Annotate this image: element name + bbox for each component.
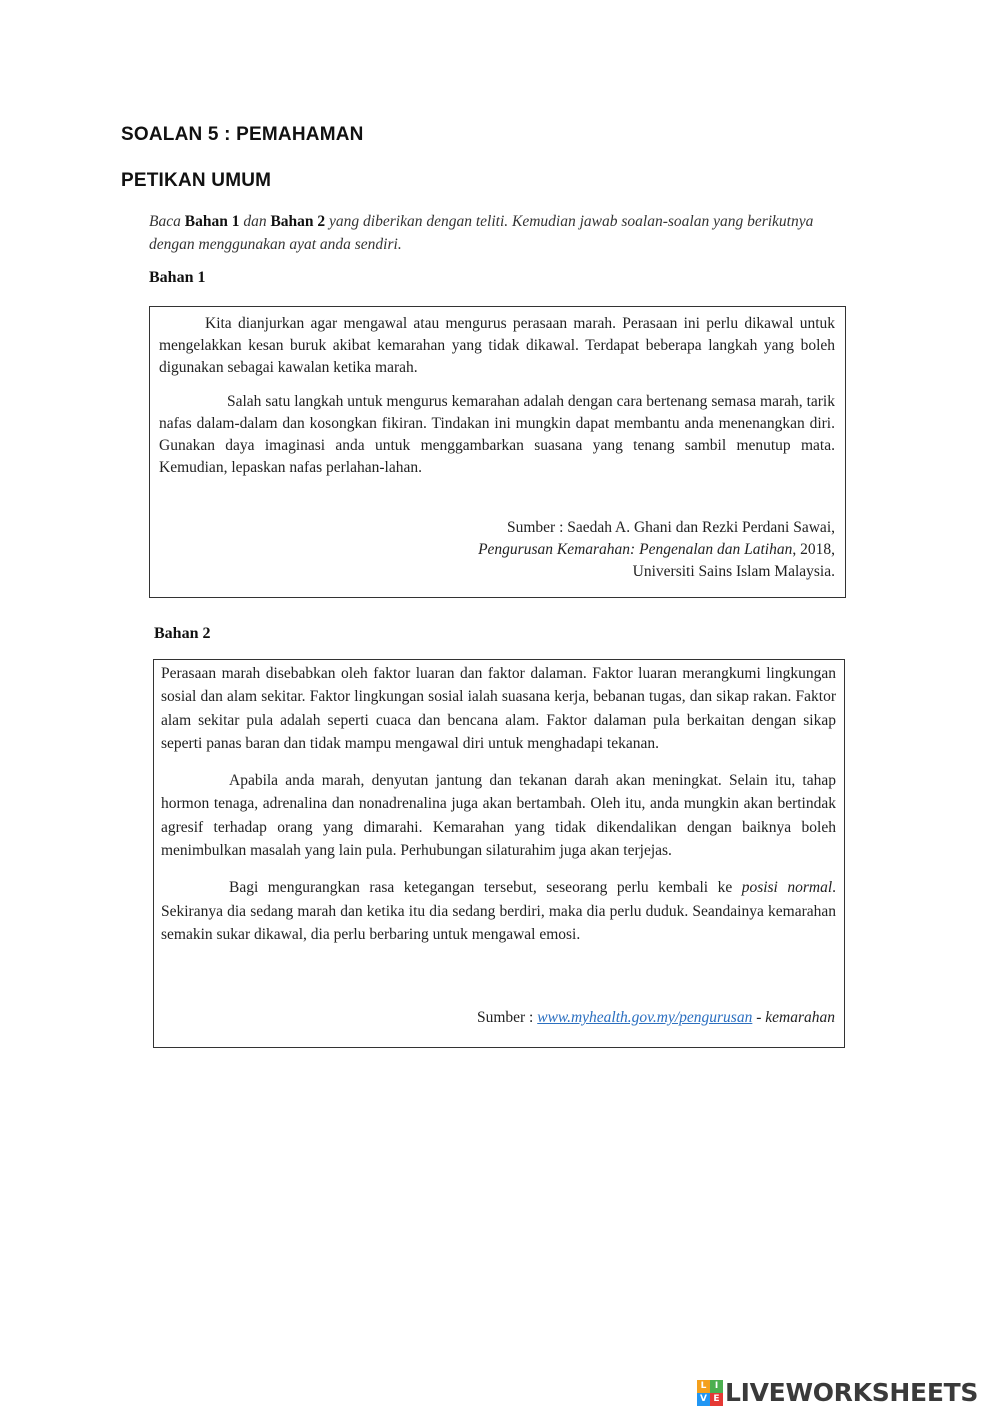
bahan2-paragraph-1: Perasaan marah disebabkan oleh faktor luaran dan faktor dalaman. Faktor luaran merangkumi lingkungan sosial dan alam sekitar. Faktor lingkungan sosial ialah suasana kerja, bebanan tugas, dan sikap rakan. Faktor alam sekitar pula adalah seperti cuaca dan bencana alam. Faktor dalaman pula berkaitan dengan sikap seperti panas baran dan tidak mampu mengawal diri untuk menghadapi tekanan. (161, 665, 836, 752)
instruction-bahan1: Bahan 1 (184, 213, 240, 230)
bahan1-source-line2 (478, 539, 835, 561)
bahan1-source-line1: Sumber : Saedah A. Ghani dan Rezki Perdani Sawai, (506, 519, 835, 536)
bahan2-p3-italic: posisi normal (741, 879, 833, 897)
bahan1-source-line3: Universiti Sains Islam Malaysia. (632, 563, 835, 580)
bahan1-source (478, 517, 835, 583)
logo-letter-l: L (697, 1380, 710, 1393)
bahan2-source (477, 1009, 835, 1027)
instruction-part1: Baca (149, 213, 185, 230)
instruction-part2: dan (239, 213, 271, 230)
bahan2-p3-start: Bagi mengurangkan rasa ketegangan tersebut, seseorang perlu kembali ke (229, 879, 742, 897)
bahan2-source-link[interactable]: www.myhealth.gov.my/pengurusan (537, 1009, 753, 1026)
logo-letter-v: V (697, 1393, 710, 1406)
bahan2-source-prefix: Sumber : (476, 1009, 538, 1026)
instruction-bahan2: Bahan 2 (270, 213, 326, 230)
bahan2-p3-end: . Sekiranya dia sedang marah dan ketika itu dia sedang berdiri, maka dia perlu duduk. Seandainya kemarahan semakin sukar dikawal, dia perlu berbaring untuk mengawal emosi. (161, 879, 836, 943)
bahan1-label: Bahan 1 (149, 269, 206, 286)
bahan2-label: Bahan 2 (154, 625, 211, 642)
bahan1-paragraph-2: Salah satu langkah untuk mengurus kemarahan adalah dengan cara bertenang semasa marah, tarik nafas dalam-dalam dan kosongkan fikiran. Tindakan ini mungkin dapat membantu anda menenangkan diri. Gunakan daya imaginasi anda untuk menggambarkan suasana yang tenang sambil menutup mata. Kemudian, lepaskan nafas perlahan-lahan. (159, 393, 835, 476)
bahan2-box (153, 659, 845, 1048)
bahan1-source-year: , 2018, (792, 541, 835, 558)
section-heading: SOALAN 5 : PEMAHAMAN (121, 124, 364, 145)
bahan1-paragraph-1: Kita dianjurkan agar mengawal atau mengurus perasaan marah. Perasaan ini perlu dikawal untuk mengelakkan kesan buruk akibat kemarahan yang tidak dikawal. Terdapat beberapa langkah yang boleh digunakan sebagai kawalan ketika marah. (159, 315, 835, 376)
bahan2-paragraph-2: Apabila anda marah, denyutan jantung dan tekanan darah akan meningkat. Selain itu, tahap hormon tenaga, adrenalina dan nonadrenalina juga akan bertambah. Oleh itu, anda mungkin akan bertindak agresif terhadap orang yang dimarahi. Kemarahan yang tidak dikendalikan dengan baiknya boleh menimbulkan masalah yang lain pula. Perhubungan silaturahim juga akan terjejas. (161, 772, 836, 860)
logo-letter-i: I (710, 1380, 723, 1393)
bahan2-source-suffix: - kemarahan (752, 1009, 835, 1026)
bahan1-source-title: Pengurusan Kemarahan: Pengenalan dan Latihan (478, 541, 793, 558)
bahan2-paragraph-3 (161, 876, 836, 946)
instruction-text (149, 210, 849, 256)
bahan1-box (149, 306, 846, 598)
liveworksheets-brand-text: LIVEWORKSHEETS (725, 1378, 979, 1407)
liveworksheets-logo (697, 1378, 978, 1407)
logo-letter-e: E (710, 1393, 723, 1406)
liveworksheets-logo-icon (697, 1380, 723, 1406)
subsection-heading: PETIKAN UMUM (121, 170, 272, 191)
instruction-part3: yang diberikan dengan teliti. Kemudian jawab soalan-soalan yang berikutnya dengan menggunakan ayat anda sendiri. (149, 213, 814, 253)
